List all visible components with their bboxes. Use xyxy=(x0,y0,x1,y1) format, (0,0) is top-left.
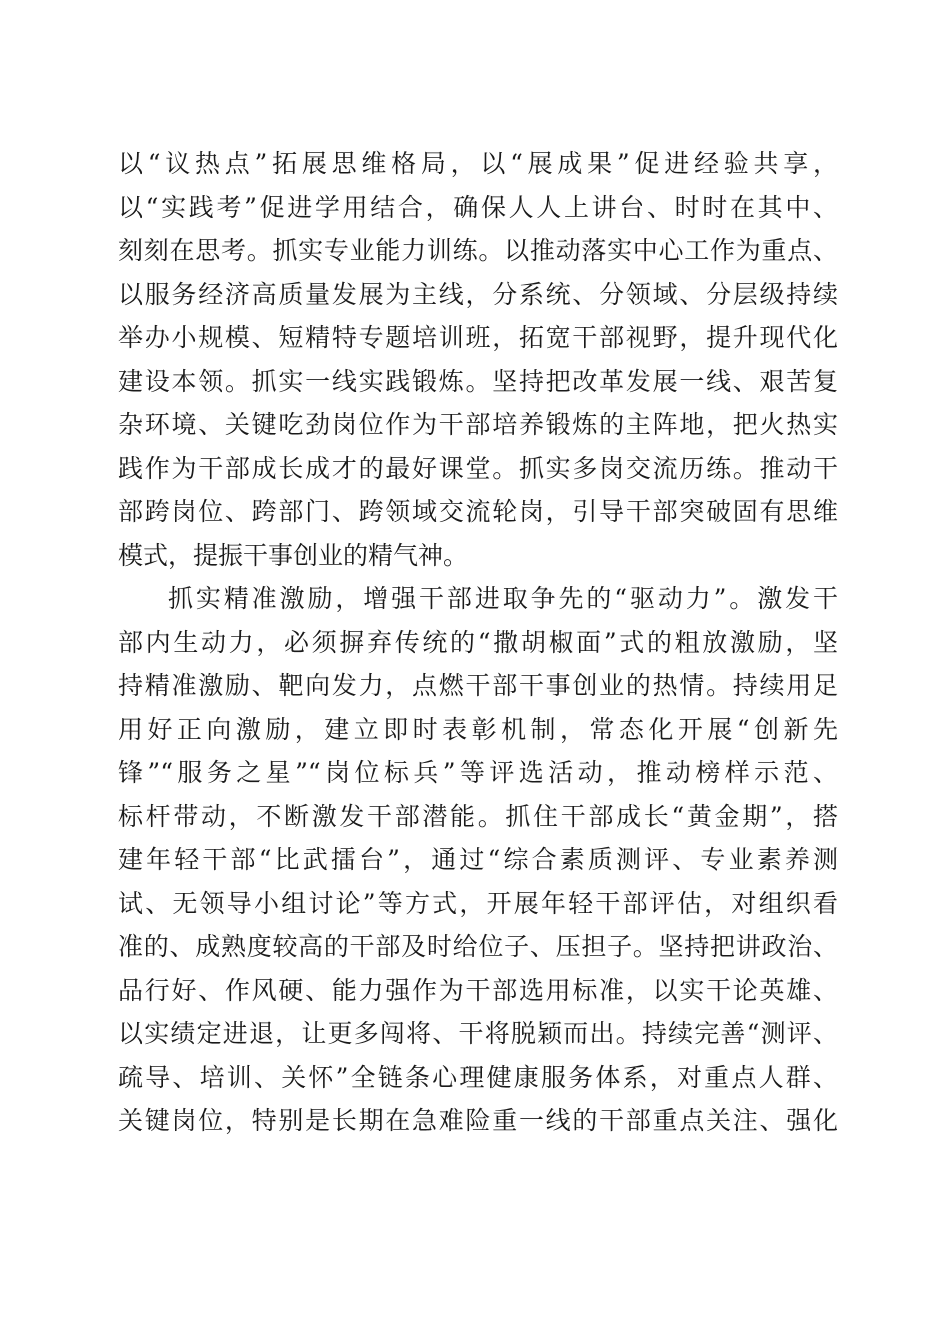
text-line: 刻刻在思考。抓实专业能力训练。以推动落实中心工作为重点、 xyxy=(118,236,838,265)
text-line: 标杆带动，不断激发干部潜能。抓住干部成长“黄金期”，搭 xyxy=(118,801,838,831)
text-line: 以实绩定进退，让更多闯将、干将脱颖而出。持续完善“测评、 xyxy=(118,1019,838,1048)
body-text xyxy=(118,142,838,1143)
paragraph-first-line: 抓实精准激励，增强干部进取争先的“驱动力”。激发干 xyxy=(168,584,838,613)
text-line: 用好正向激励，建立即时表彰机制，常态化开展“创新先 xyxy=(118,714,838,744)
text-line: 以服务经济高质量发展为主线，分系统、分领域、分层级持续 xyxy=(118,279,838,309)
text-line: 杂环境、关键吃劲岗位作为干部培养锻炼的主阵地，把火热实 xyxy=(118,410,838,439)
text-line: 部跨岗位、跨部门、跨领域交流轮岗，引导干部突破固有思维 xyxy=(118,497,838,526)
text-line: 建年轻干部“比武擂台”，通过“综合素质测评、专业素养测 xyxy=(118,845,838,874)
text-line: 践作为干部成长成才的最好课堂。抓实多岗交流历练。推动干 xyxy=(118,453,838,483)
text-line: 关键岗位，特别是长期在急难险重一线的干部重点关注、强化 xyxy=(118,1106,838,1135)
text-line: 以“议热点”拓展思维格局，以“展成果”促进经验共享， xyxy=(118,149,838,178)
text-line: 部内生动力，必须摒弃传统的“撒胡椒面”式的粗放激励，坚 xyxy=(118,627,838,657)
text-line: 持精准激励、靶向发力，点燃干部干事创业的热情。持续用足 xyxy=(118,671,838,700)
text-line: 试、无领导小组讨论”等方式，开展年轻干部评估，对组织看 xyxy=(118,888,838,918)
text-line: 建设本领。抓实一线实践锻炼。坚持把改革发展一线、艰苦复 xyxy=(118,366,838,396)
text-line: 以“实践考”促进学用结合，确保人人上讲台、时时在其中、 xyxy=(118,192,838,222)
paragraph-end-line: 模式，提振干事创业的精气神。 xyxy=(118,540,469,570)
text-line: 锋”“服务之星”“岗位标兵”等评选活动，推动榜样示范、 xyxy=(118,758,838,787)
text-line: 准的、成熟度较高的干部及时给位子、压担子。坚持把讲政治、 xyxy=(118,932,838,961)
text-line: 品行好、作风硬、能力强作为干部选用标准，以实干论英雄、 xyxy=(118,975,838,1005)
text-line: 举办小规模、短精特专题培训班，拓宽干部视野，提升现代化 xyxy=(118,323,838,352)
text-line: 疏导、培训、关怀”全链条心理健康服务体系，对重点人群、 xyxy=(118,1062,838,1092)
